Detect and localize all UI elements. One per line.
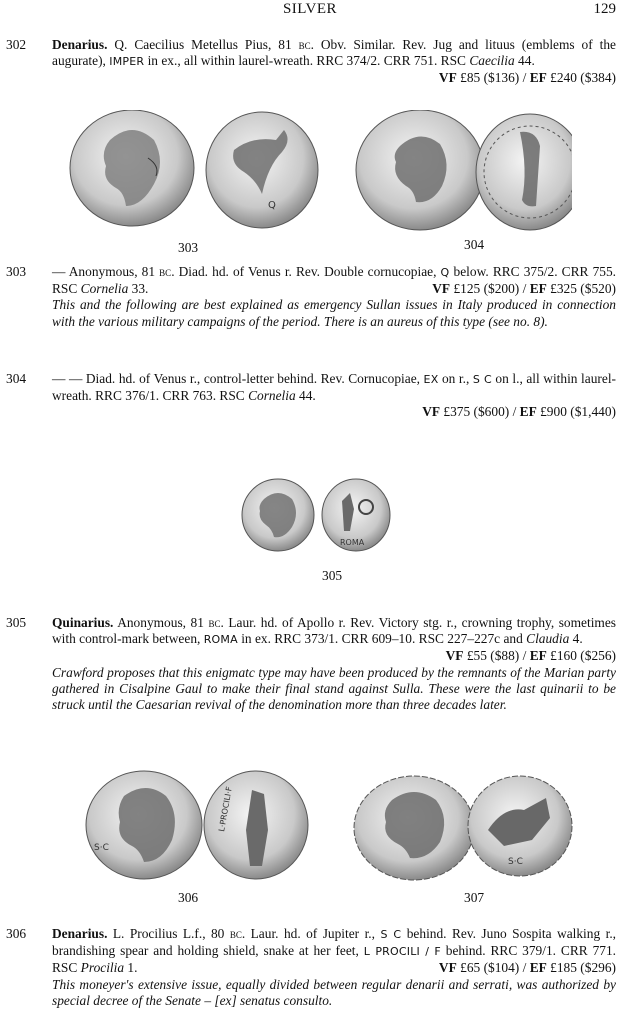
coin-inscription: S·C bbox=[94, 843, 109, 853]
entry-body bbox=[52, 615, 616, 713]
coin-304-reverse bbox=[476, 114, 572, 230]
plate-caption: 303 bbox=[178, 240, 199, 255]
entry-number: 302 bbox=[6, 37, 27, 52]
entry-text: . Laur. hd. of Jupiter r., bbox=[241, 926, 381, 941]
plate-caption: 306 bbox=[178, 890, 199, 905]
entry-number: 303 bbox=[6, 264, 27, 279]
coin-305-reverse bbox=[322, 479, 390, 551]
coin-306-obverse bbox=[86, 771, 202, 879]
commentary-note: Crawford proposes that this enigmatc type may have been produced by the remnants of the Marian party gathered in Cisalpine Gaul to make their final stand against Sulla. These were the last quinarii to be struck until the Caesarian revival of the denomination more than three decades later. bbox=[52, 664, 616, 713]
running-head bbox=[0, 1, 620, 19]
coin-303-obverse bbox=[70, 110, 194, 226]
coin-plate-306-307 bbox=[84, 770, 574, 885]
price: VF £55 ($88) / EF £160 ($256) bbox=[445, 648, 616, 664]
entry-text: . Obv. Similar. Rev. Jug and lituus (emblems of the augurate), bbox=[52, 37, 616, 69]
entry-body bbox=[52, 37, 616, 86]
coin-307-obverse bbox=[354, 776, 474, 880]
coin-legend: IMPER bbox=[109, 55, 145, 69]
reference-name: Claudia bbox=[526, 631, 570, 647]
reference-name: Procilia bbox=[80, 960, 125, 976]
entry-body bbox=[52, 371, 616, 421]
svg-text:Q: Q bbox=[268, 200, 276, 211]
entry-text: . Diad. hd. of Venus r. Rev. Double cornucopiae, bbox=[171, 264, 441, 279]
entry-text: on l., all within laurel-wreath. RRC 376/1. CRR 763. RSC bbox=[52, 371, 616, 404]
section-title: SILVER bbox=[282, 1, 338, 17]
reference-number: 44. bbox=[295, 388, 316, 404]
era-label: bc bbox=[229, 927, 242, 941]
coin-inscription: S·C bbox=[508, 857, 523, 867]
era-label: bc bbox=[159, 265, 172, 279]
reference-name: Caecilia bbox=[469, 53, 515, 69]
entry-text: behind. Rev. Juno Sospita walking r., brandishing spear and holding shield, snake at her feet, bbox=[52, 926, 617, 959]
entry-text: Anonymous, 81 bbox=[113, 615, 209, 630]
entry-text: in ex. RRC 373/1. CRR 609–10. RSC 227–227c and bbox=[237, 631, 527, 647]
era-label: bc bbox=[208, 616, 221, 630]
catalog-entry-305 bbox=[6, 615, 616, 713]
coin-legend: S C bbox=[380, 928, 402, 941]
era-label: bc bbox=[298, 38, 311, 52]
coin-inscription: L·PROCILI·F bbox=[217, 785, 234, 833]
coin-304-obverse bbox=[356, 110, 484, 230]
coin-303-reverse bbox=[206, 112, 318, 228]
entry-number: 306 bbox=[6, 926, 27, 941]
plate-caption: 307 bbox=[464, 890, 485, 905]
coin-306-reverse bbox=[204, 771, 308, 879]
entry-text: Q. Caecilius Metellus Pius, 81 bbox=[107, 37, 299, 52]
catalog-entry-303 bbox=[6, 264, 616, 330]
catalog-entry-306 bbox=[6, 926, 616, 1009]
reference-number: 44. bbox=[514, 53, 535, 69]
reference-name: Cornelia bbox=[248, 388, 296, 404]
coin-legend: L PROCILI / F bbox=[363, 945, 441, 959]
catalog-entry-304 bbox=[6, 371, 616, 421]
entry-text: behind. RRC 379/1. CRR 771. RSC bbox=[52, 943, 617, 976]
price: VF £375 ($600) / EF £900 ($1,440) bbox=[422, 404, 616, 420]
catalog-entry-302 bbox=[6, 37, 616, 87]
commentary-note: This and the following are best explained as emergency Sullan issues in Italy produced in connection with the various military campaigns of the period. There is an aureus of this type (see no. 8). bbox=[52, 297, 616, 329]
price: VF £85 ($136) / EF £240 ($384) bbox=[438, 70, 616, 86]
reference-number: 4. bbox=[569, 631, 583, 647]
entry-number: 304 bbox=[6, 371, 27, 386]
coin-inscription: ROMA bbox=[340, 538, 365, 547]
coin-legend: ROMA bbox=[203, 633, 238, 647]
reference-name: Cornelia bbox=[80, 281, 129, 297]
coin-legend: Q bbox=[440, 266, 450, 279]
denomination: Denarius. bbox=[52, 926, 108, 941]
plate-caption: 305 bbox=[322, 568, 343, 583]
commentary-note: This moneyer's extensive issue, equally divided between regular denarii and serrati, was authorized by special decree of the Senate – [ex] senatus consulto. bbox=[52, 976, 616, 1008]
denomination: Quinarius. bbox=[52, 615, 114, 630]
coin-307-reverse bbox=[468, 776, 572, 876]
entry-text: L. Procilius L.f., 80 bbox=[107, 926, 230, 941]
denomination: Denarius. bbox=[52, 37, 108, 52]
reference-number: 33. bbox=[128, 281, 149, 297]
coin-legend: EX bbox=[423, 373, 439, 386]
plate-caption: 304 bbox=[464, 237, 485, 252]
entry-text: . Laur. hd. of Apollo r. Rev. Victory stg. r., crowning trophy, sometimes with control-mark between, bbox=[52, 615, 616, 647]
entry-body bbox=[52, 264, 616, 330]
coin-305-obverse bbox=[242, 479, 314, 551]
price: VF £125 ($200) / EF £325 ($520) bbox=[432, 281, 616, 297]
entry-text: below. RRC 375/2. CRR 755. RSC bbox=[52, 264, 617, 297]
entry-body bbox=[52, 926, 616, 1009]
entry-text: on r., bbox=[438, 371, 473, 386]
entry-text: — — Diad. hd. of Venus r., control-letter behind. Rev. Cornucopiae, bbox=[52, 371, 424, 386]
coin-plate-305 bbox=[238, 475, 398, 555]
price: VF £65 ($104) / EF £185 ($296) bbox=[438, 960, 616, 976]
coin-plate-303-304 bbox=[62, 110, 572, 235]
coin-legend: S C bbox=[472, 373, 492, 386]
reference-number: 1. bbox=[124, 960, 138, 976]
entry-number: 305 bbox=[6, 615, 27, 630]
entry-text: — Anonymous, 81 bbox=[52, 264, 160, 279]
page-number: 129 bbox=[593, 1, 616, 17]
entry-text: in ex., all within laurel-wreath. RRC 374/2. CRR 751. RSC bbox=[144, 53, 470, 69]
